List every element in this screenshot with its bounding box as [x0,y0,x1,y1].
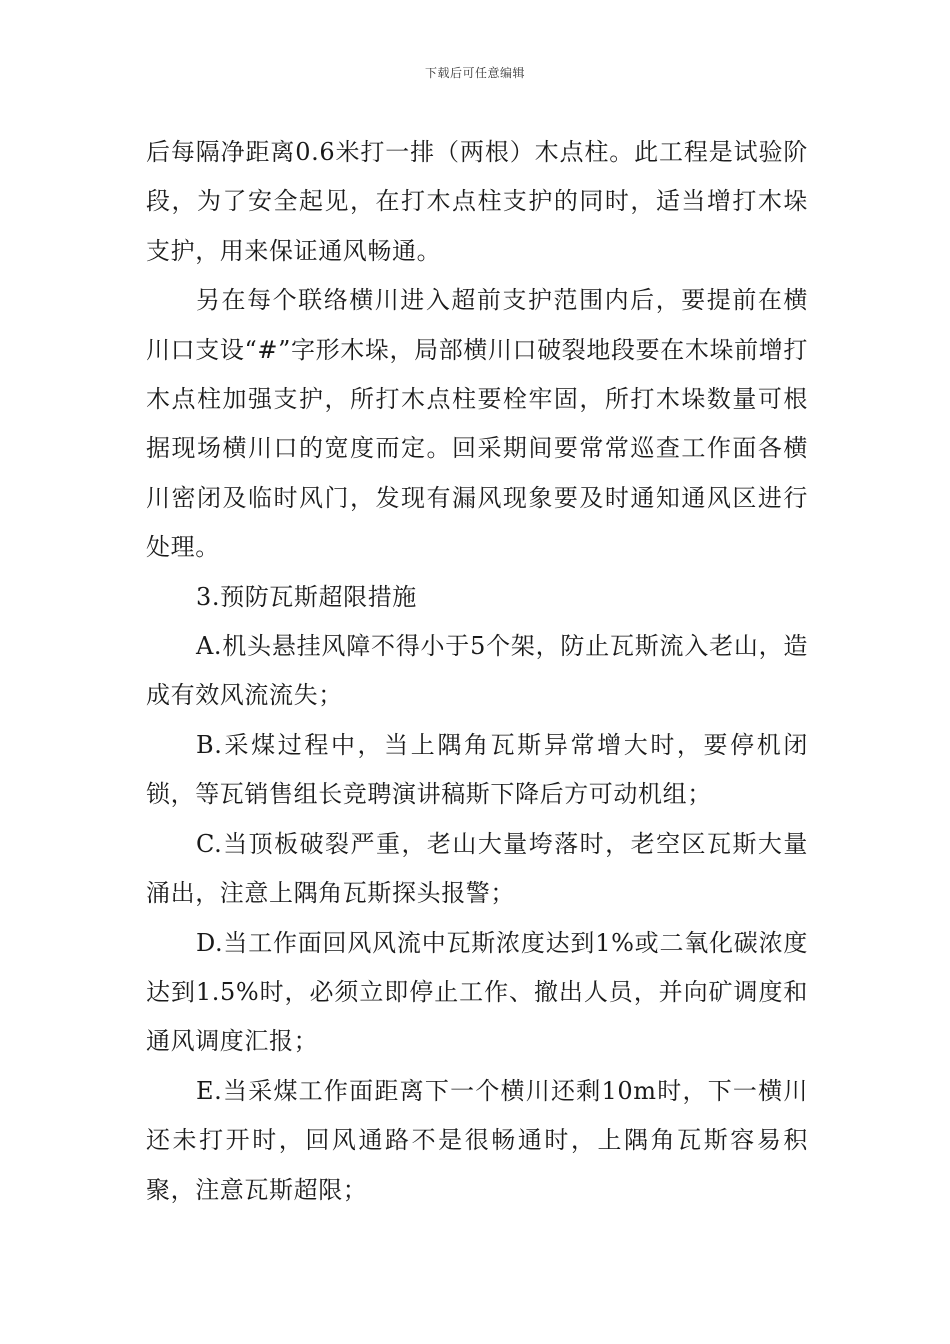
paragraph-item-c: C.当顶板破裂严重，老山大量垮落时，老空区瓦斯大量涌出，注意上隅角瓦斯探头报警； [146,829,808,908]
page-header: 下载后可任意编辑 [424,66,525,80]
paragraph-item-a: A.机头悬挂风障不得小于5个架，防止瓦斯流入老山，造成有效风流流失； [146,632,808,710]
document-body [146,128,808,1215]
paragraph-item-e: E.当采煤工作面距离下一个横川还剩10m时，下一横川还未打开时，回风通路不是很畅通时，上隅角瓦斯容易积聚，注意瓦斯超限； [146,1076,808,1204]
paragraph-2: 另在每个联络横川进入超前支护范围内后，要提前在横川口支设“#”字形木垛，局部横川口破裂地段要在木垛前增打木点柱加强支护，所打木点柱要栓牢固，所打木垛数量可根据现场横川口的宽度而定。回采期间要常常巡查工作面各横川密闭及临时风门，发现有漏风现象要及时通知通风区进行处理。 [146,286,808,562]
paragraph-item-d: D.当工作面回风风流中瓦斯浓度达到1%或二氧化碳浓度达到1.5%时，必须立即停止工作、撤出人员，并向矿调度和通风调度汇报； [146,928,808,1056]
section-heading: 3.预防瓦斯超限措施 [196,582,417,611]
paragraph-item-b: B.采煤过程中，当上隅角瓦斯异常增大时，要停机闭锁，等瓦销售组长竞聘演讲稿斯下降后方可动机组； [146,730,808,809]
paragraph-1: 后每隔净距离0.6米打一排（两根）木点柱。此工程是试验阶段，为了安全起见，在打木点柱支护的同时，适当增打木垛支护，用来保证通风畅通。 [146,138,808,265]
